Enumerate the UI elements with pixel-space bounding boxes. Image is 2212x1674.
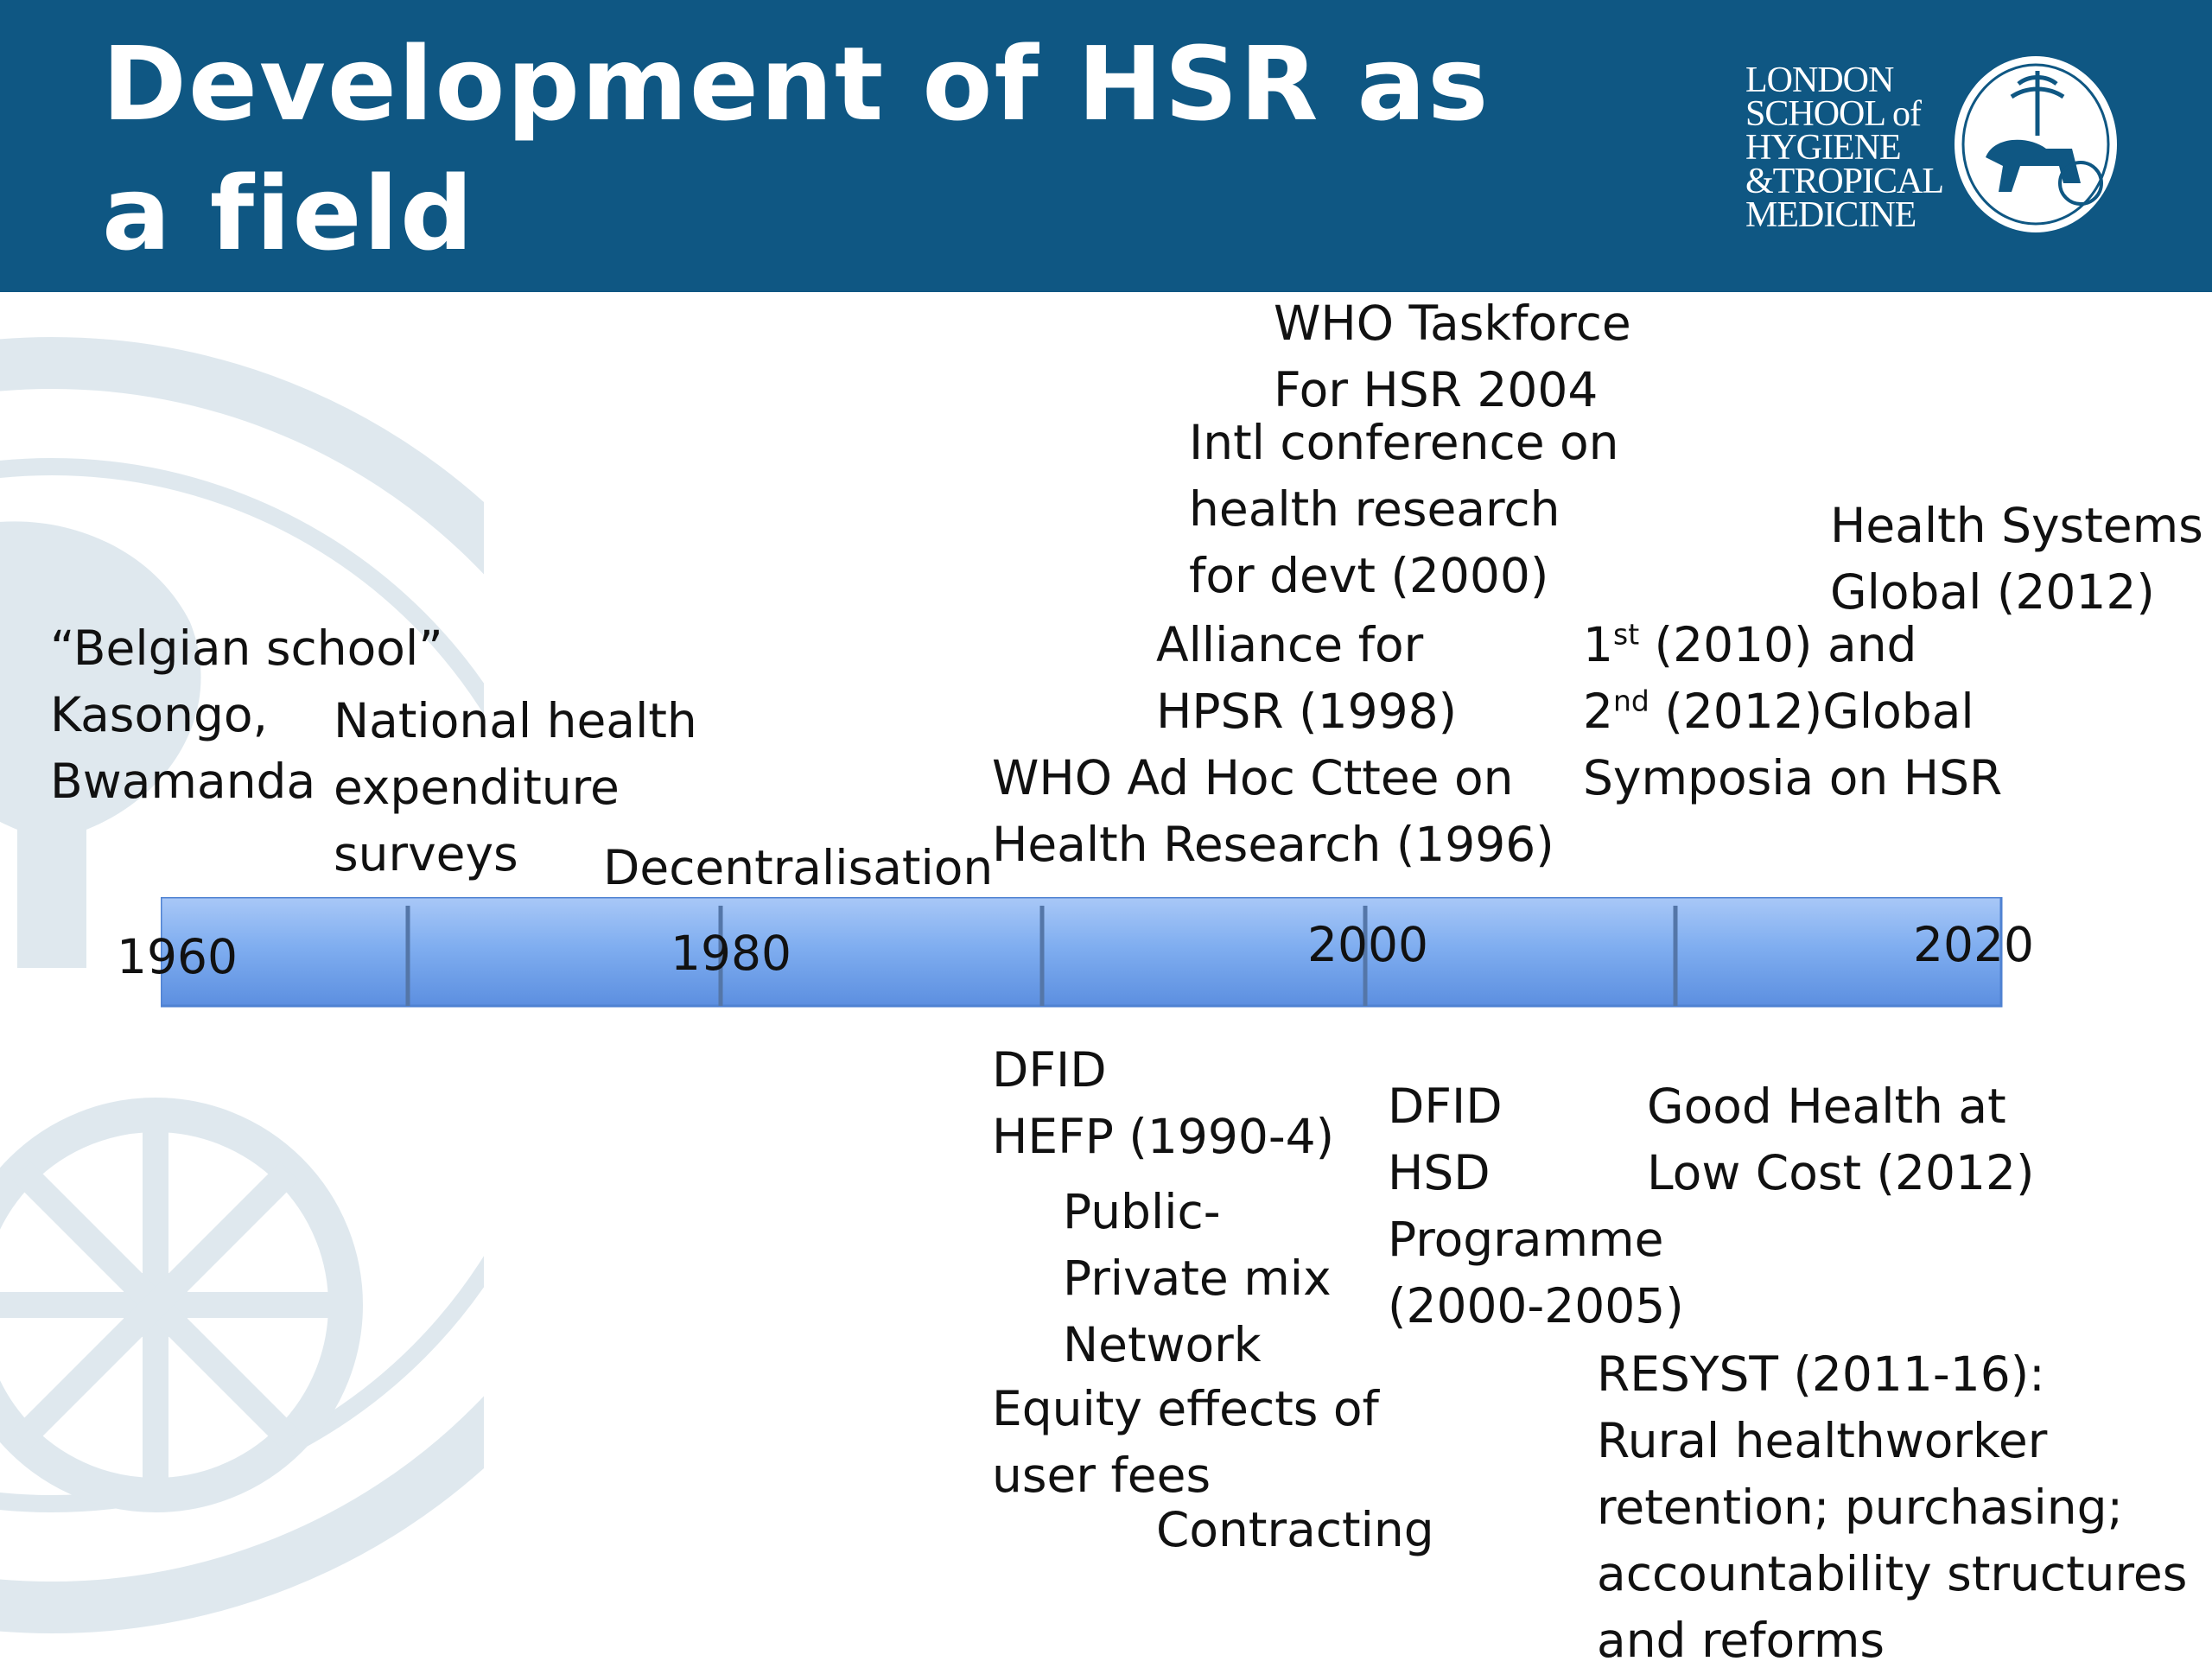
ordinal-suffix: nd <box>1613 684 1649 718</box>
ordinal-suffix: st <box>1613 617 1640 652</box>
event-line: “Belgian school” <box>50 621 443 676</box>
event-equity-effects <box>992 1376 1379 1509</box>
event-line: Kasongo, <box>50 687 269 742</box>
event-public-private-mix <box>1063 1179 1332 1378</box>
event-line: Global (2012) <box>1830 564 2155 620</box>
event-line: WHO Ad Hoc Cttee on <box>992 750 1514 805</box>
event-line: Public- <box>1063 1184 1221 1239</box>
event-line: Bwamanda <box>50 754 316 809</box>
event-line: expenditure <box>334 760 620 815</box>
slide-title: Development of HSR as a field <box>102 24 1491 273</box>
event-health-systems-global <box>1830 493 2203 626</box>
year-label-1960: 1960 <box>117 929 238 984</box>
event-line: Intl conference on <box>1189 415 1619 470</box>
event-line: Low Cost (2012) <box>1647 1145 2035 1200</box>
event-dfid-hsd <box>1388 1073 1684 1340</box>
event-line: user fees <box>992 1448 1211 1503</box>
event-line: Symposia on HSR <box>1583 750 2003 805</box>
logo-line: SCHOOL of <box>1745 94 1921 134</box>
event-line: HPSR (1998) <box>1156 684 1458 739</box>
ordinal-number: 1 <box>1583 617 1613 672</box>
event-line: WHO Taskforce <box>1274 296 1631 351</box>
logo-line: MEDICINE <box>1745 195 1916 235</box>
ordinal-number: 2 <box>1583 684 1613 739</box>
event-line: Programme <box>1388 1212 1664 1267</box>
event-line: Contracting <box>1156 1502 1434 1557</box>
event-line: Health Systems <box>1830 498 2203 553</box>
event-line <box>1583 678 2002 745</box>
event-line: RESYST (2011-16): <box>1597 1346 2045 1402</box>
event-line: surveys <box>334 826 518 882</box>
event-line: DFID <box>1388 1079 1503 1134</box>
year-label-2000: 2000 <box>1307 917 1428 972</box>
event-line: Decentralisation <box>603 840 994 895</box>
school-logo-text <box>1745 60 1953 235</box>
event-decentralisation <box>603 835 993 901</box>
logo-line: LONDON <box>1745 60 1894 100</box>
event-line: National health <box>334 693 697 748</box>
event-line: Health Research (1996) <box>992 817 1554 872</box>
event-line: For HSR 2004 <box>1274 362 1599 417</box>
event-contracting <box>1156 1497 1434 1563</box>
event-line: health research <box>1189 481 1560 537</box>
slide-header <box>0 0 2212 292</box>
timeline-bar <box>161 897 2003 1009</box>
event-line: Equity effects of <box>992 1381 1379 1436</box>
year-label-2020: 2020 <box>1913 917 2034 972</box>
year-label-1980: 1980 <box>671 926 791 981</box>
event-line: Rural healthworker <box>1597 1413 2048 1468</box>
event-line: Private mix <box>1063 1251 1332 1306</box>
event-text: (2010) and <box>1639 617 1917 672</box>
event-line: accountability structures <box>1597 1546 2188 1601</box>
event-good-health-low-cost <box>1647 1073 2034 1206</box>
event-line: HSD <box>1388 1145 1491 1200</box>
logo-line: &TROPICAL <box>1745 162 1944 201</box>
event-who-taskforce <box>1274 290 1631 423</box>
event-line: retention; purchasing; <box>1597 1480 2124 1535</box>
event-line: DFID <box>992 1042 1107 1098</box>
event-global-symposia <box>1583 612 2002 812</box>
event-who-ad-hoc-committee <box>992 745 1554 878</box>
school-seal-icon <box>1951 54 2120 235</box>
event-resyst <box>1597 1341 2187 1674</box>
event-line: (2000-2005) <box>1388 1278 1684 1333</box>
event-line: HEFP (1990-4) <box>992 1109 1335 1164</box>
event-line: Network <box>1063 1317 1262 1372</box>
event-line: Good Health at <box>1647 1079 2006 1134</box>
event-line: and reforms <box>1597 1613 1885 1668</box>
event-dfid-hefp <box>992 1037 1334 1170</box>
event-line: Alliance for <box>1156 617 1424 672</box>
event-alliance-hpsr <box>1156 612 1457 745</box>
event-line: for devt (2000) <box>1189 548 1549 603</box>
event-intl-conference <box>1189 410 1619 609</box>
event-text: (2012)Global <box>1649 684 1974 739</box>
logo-line: HYGIENE <box>1745 128 1901 168</box>
